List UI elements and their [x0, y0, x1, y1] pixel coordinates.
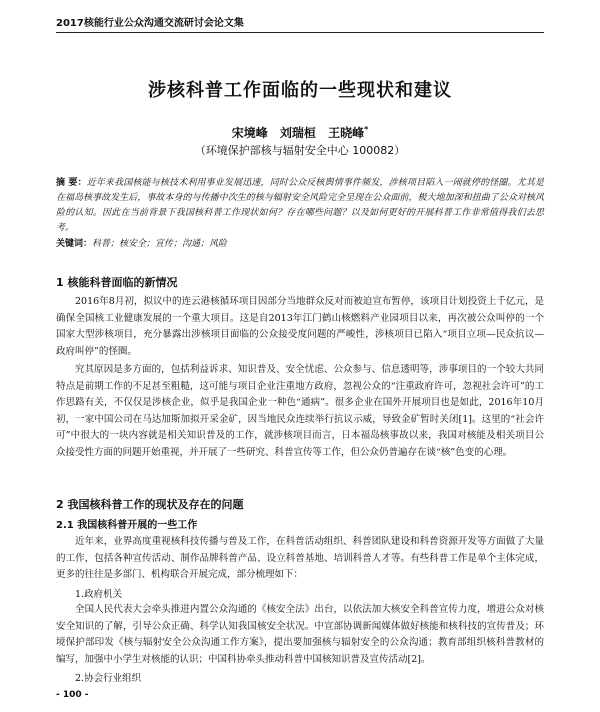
section-1-heading: 1 核能科普面临的新情况 — [56, 276, 178, 289]
paper-title: 涉核科普工作面临的一些现状和建议 — [148, 80, 452, 101]
keywords — [56, 236, 544, 249]
list-item-1: 1.政府机关 — [75, 589, 123, 600]
abstract-label: 摘 要： — [56, 178, 87, 188]
section-2-heading: 2 我国核科普工作的现状及存在的问题 — [56, 498, 244, 511]
section-1-paragraph-2: 究其原因是多方面的，包括利益诉求、知识普及、安全忧虑、公众参与、信息透明等，涉事项目的一个较大共同特点是前期工作的不足甚至粗糙，这可能与项目企业注重地方政府，忽视公众的“注重政府许可，忽视社会许可”的工作思路有关，不仅仅是涉核企业，似乎是我国企业一种色“通病”。很多企业在国外开展项目也是如此，2016年10月初，一家中国公司在马达加斯加拟开采金矿，因当地民众连续举行抗议示威，导致金矿暂时关闭[1]。这里的“社会许可”中很大的一块内容就是相关知识普及的工作，就涉核项目而言，日本福岛核事故以来，我国对核能及相关项目公众接受性方面的问题开始重视，并开展了一些研究、科普宣传等工作，但公众仍普遍存在谈“核”色变的心理。 — [56, 364, 544, 458]
section-1-paragraph-1: 2016年8月初，拟议中的连云港核循环项目因部分当地群众反对而被迫宣布暂停，该项目计划投资上千亿元，是确保全国核工业健康发展的一个重大项目。这是自2013年江门鹤山核燃料产业园项目以来，再次被公众叫停的一个国家大型涉核项目，充分暴露出涉核项目面临的公众接受度问题的严峻性，涉核项目已陷入“项目立项—民众抗议—政府叫停”的怪圈。 — [56, 296, 544, 357]
section-2-1-heading: 2.1 我国核科普开展的一些工作 — [56, 520, 198, 531]
authors — [0, 124, 600, 141]
list-item-1-paragraph: 全国人民代表大会牵头推进内置公众沟通的《核安全法》出台，以依法加大核安全科普宣传力度，增进公众对核安全知识的了解，引导公众正确、科学认知我国核安全状况。中宣部协调新闻媒体做好核能和核科技的宣传普及；环境保护部印发《核与辐射安全公众沟通工作方案》，提出要加强核与辐射安全的公众沟通；教育部组织核科普教材的编写，加强中小学生对核能的认识；中国科协牵头推动科普中国核知识普及宣传活动[2]。 — [56, 604, 544, 665]
abstract — [56, 176, 544, 236]
abstract-text: 近年来我国核能与核技术利用事业发展迅速，同时公众反核舆情事件频发，涉核项目陷入一闹就停的怪圈。尤其是在福岛核事故发生后，事故本身的与传播中次生的核与辐射安全风险完全呈现在公众面前，极大地加深和扭曲了公众对核风险的认知。因此在当前背景下我国核科普工作现状如何？存在哪些问题？以及如何更好的开展科普工作非常值得我们去思考。 — [56, 178, 544, 233]
running-header: 2017核能行业公众沟通交流研讨会论文集 — [56, 18, 244, 29]
affiliation: （环境保护部核与辐射安全中心 100082） — [194, 144, 406, 157]
section-2-1-paragraph: 近年来，业界高度重视核科技传播与普及工作，在科普活动组织、科普团队建设和科普资源开发等方面做了大量的工作，包括各种宣传活动、制作品牌科普产品、设立科普基地、培训科普人才等。有些科普工作是单个主体完成，更多的往往是多部门、机构联合开展完成，部分梳理如下： — [56, 536, 544, 580]
keywords-label: 关键词： — [56, 239, 93, 249]
keywords-text: 科普；核安全；宣传；沟通；风险 — [92, 239, 228, 249]
author-names: 宋境峰 刘瑞桓 王晓峰 — [231, 126, 365, 140]
header-rule — [56, 32, 544, 33]
page-number: - 100 - — [56, 690, 89, 700]
author-mark: * — [364, 125, 369, 134]
list-item-2: 2.协会行业组织 — [75, 673, 142, 684]
